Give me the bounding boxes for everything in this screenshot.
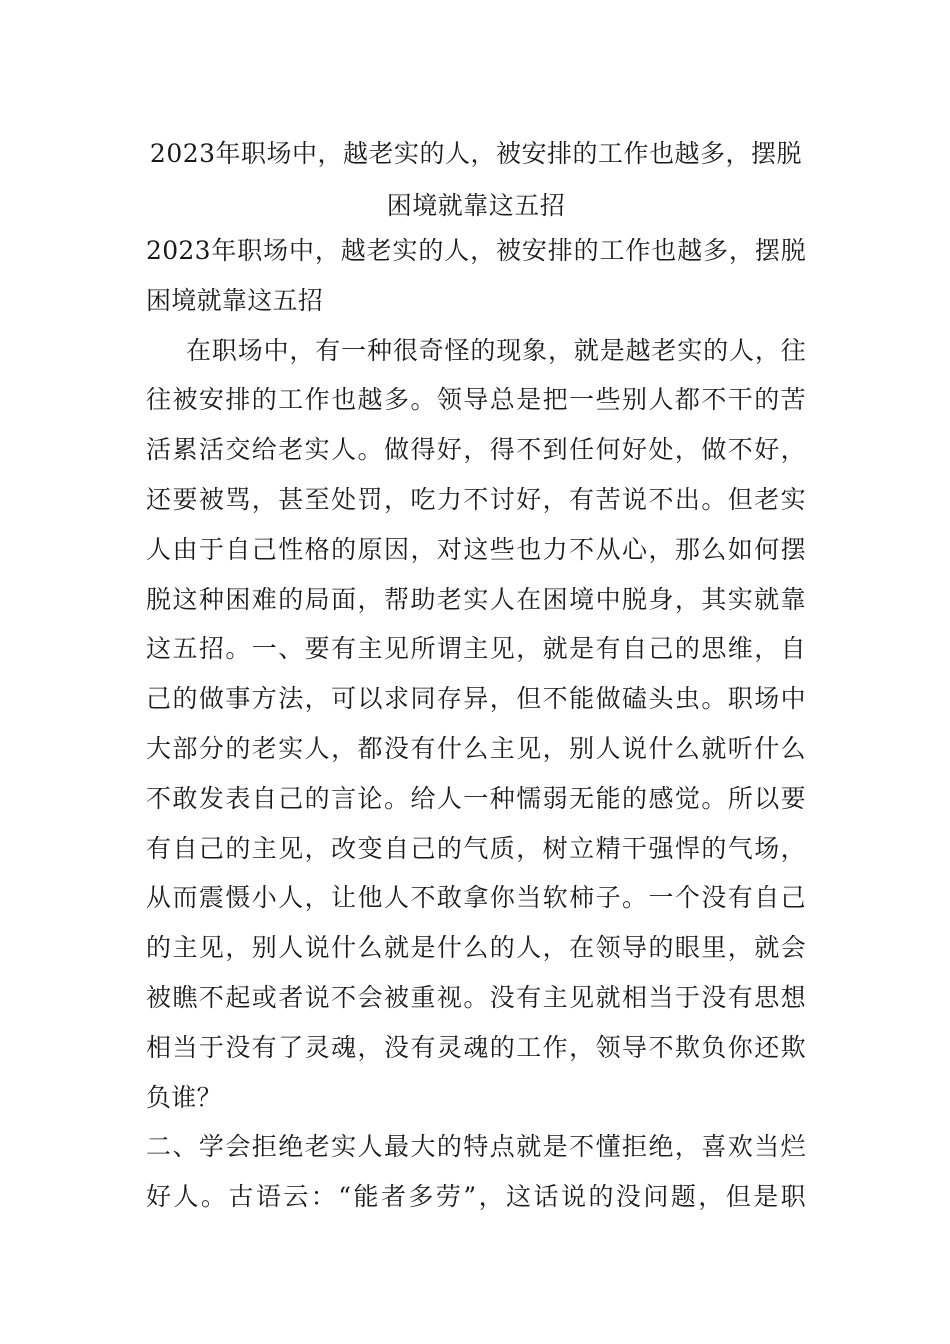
- body-line: 人由于自己性格的原因，对这些也力不从心，那么如何摆: [146, 534, 806, 564]
- body-line: 己的做事方法，可以求同存异，但不能做磕头虫。职场中: [146, 684, 806, 714]
- body-line: 相当于没有了灵魂，没有灵魂的工作，领导不欺负你还欺: [146, 1032, 806, 1062]
- body-line: 在职场中，有一种很奇怪的现象，就是越老实的人，往: [186, 335, 806, 365]
- body-line: 不敢发表自己的言论。给人一种懦弱无能的感觉。所以要: [146, 783, 806, 813]
- body-line: 困境就靠这五招: [146, 285, 324, 315]
- body-line: 二、学会拒绝老实人最大的特点就是不懂拒绝，喜欢当烂: [146, 1132, 806, 1162]
- body-line: 的主见，别人说什么就是什么的人，在领导的眼里，就会: [146, 933, 806, 963]
- body-line: 负谁？: [146, 1082, 222, 1112]
- body-line: 好人。古语云：“能者多劳”，这话说的没问题，但是职: [146, 1182, 806, 1212]
- body-line: 2023年职场中，越老实的人，被安排的工作也越多，摆脱: [146, 236, 806, 265]
- title-line-1: 2023年职场中，越老实的人，被安排的工作也越多，摆脱: [149, 139, 803, 168]
- document-title: [146, 128, 806, 232]
- body-line: 被瞧不起或者说不会被重视。没有主见就相当于没有思想: [146, 982, 806, 1012]
- body-line: 脱这种困难的局面，帮助老实人在困境中脱身，其实就靠: [146, 584, 806, 614]
- body-line: 往被安排的工作也越多。领导总是把一些别人都不干的苦: [146, 385, 806, 415]
- body-line: 大部分的老实人，都没有什么主见，别人说什么就听什么: [146, 733, 806, 763]
- body-line: 有自己的主见，改变自己的气质，树立精干强悍的气场，: [146, 833, 806, 863]
- title-line-2: 困境就靠这五招: [386, 191, 566, 220]
- body-line: 活累活交给老实人。做得好，得不到任何好处，做不好，: [146, 435, 806, 465]
- body-line: 还要被骂，甚至处罚，吃力不讨好，有苦说不出。但老实: [146, 484, 806, 514]
- document-body: [146, 226, 806, 1222]
- body-line: 这五招。一、要有主见所谓主见，就是有自己的思维，自: [146, 634, 806, 664]
- body-line: 从而震慑小人，让他人不敢拿你当软柿子。一个没有自己: [146, 883, 806, 913]
